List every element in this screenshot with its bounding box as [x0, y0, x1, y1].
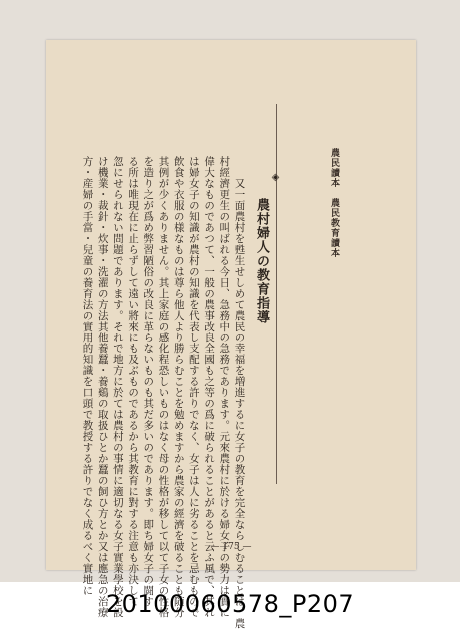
page-number: — 175 —: [210, 542, 252, 552]
text-column: 村經濟更生の叫ばれる今日、急務中の急務であります。元來農村に於ける婦女子の勢力は實に: [218, 156, 231, 618]
text-column: 偉大なものであつて、一般の農事改良全國も之等の爲に破られることがあると云ふ風で、其れ: [203, 156, 216, 618]
text-column: は婦女子の知識が農村の知識を代表し支配する許りでなく、女子は人に劣ることを忌むもので: [187, 156, 200, 618]
text-column: 飲食や衣服の様なものは尊ら他人より勝らむことを勉めますから農家の經濟を破ることも随分: [172, 156, 185, 618]
text-column: 忽にせられない問題であります。それで地方に於ては農村の事情に適切なる女子實業學校を設: [111, 156, 124, 618]
text-column: け機業・裁針・炊事・洗濯の方法其他養蠶・養鷄の取扱ひとか蠶の飼ひ方とか又は應急の治療: [96, 156, 109, 618]
running-header: 農民讀本 農民教育讀本: [329, 148, 339, 258]
text-column: を造り之が爲め弊習陋俗の改良に革らないものも其だ多いのであります。即ち婦女子の闘す: [142, 156, 155, 607]
text-column: 又一面農村を甦生せしめて農民の幸福を増進するに女子の教育を完全ならしむることは、農: [233, 178, 246, 629]
text-column: る所は唯現在に止らずして遠い將來にも及ぶものであるから其教育に對する注意も亦決して: [127, 156, 140, 607]
header-rule: [276, 104, 277, 484]
section-title: 農村婦人の教育指導: [254, 198, 269, 324]
text-column: 其例が少くありません。其上家庭の感化程恐しいものはなく母の性格が移して以て子女の性格: [157, 156, 170, 618]
text-column: 方・産婦の手當・兒童の養育法の實用的知識を口頭で教授する許りでなく成るべく實地に: [81, 156, 94, 596]
section-mark-icon: ◈: [271, 172, 280, 183]
image-caption: 20100060578_P207: [105, 590, 355, 618]
